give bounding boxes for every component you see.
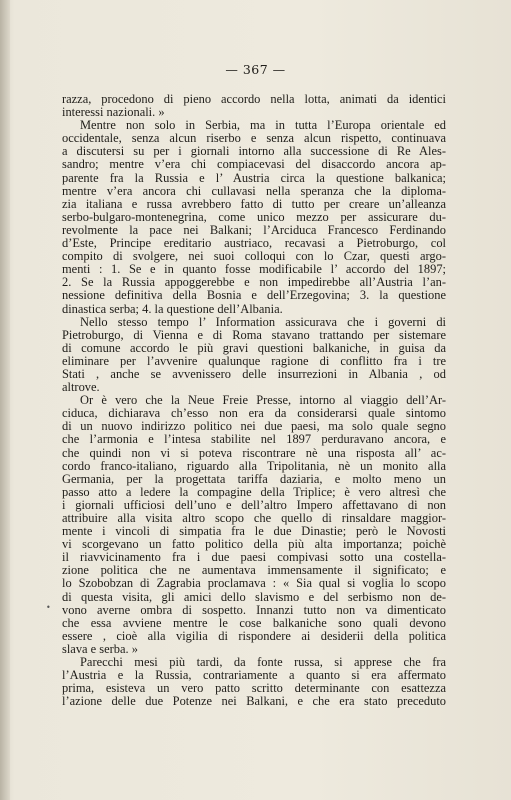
text-line: serbo-bulgaro-montenegrina, come unico mezzo per assicurare du- — [62, 209, 446, 224]
text-line: che quindi non vi si poteva riscontrare nè una risposta all’ ac- — [62, 445, 446, 460]
text-line: ciduca, dichiarava ch’esso non era da considerarsi quale sintomo — [62, 406, 446, 421]
body-text — [62, 93, 446, 708]
text-line: zione politica che ne aumentava immensamente il significato; e — [62, 563, 446, 578]
text-line: nessione definitiva della Bosnia e dell’Erzegovina; 3. la questione — [62, 288, 446, 303]
text-line: di comune accordo le più gravi questioni balkaniche, in guisa da — [62, 340, 446, 355]
text-line: che l’armonia e l’intesa stabilite nel 1897 perduravano ancora, e — [62, 432, 446, 447]
text-line: vi scorgevano un fatto politico della più alta importanza; poichè — [62, 537, 446, 552]
text-line: Or è vero che la Neue Freie Presse, intorno al viaggio dell’Ar- — [80, 393, 446, 408]
text-line: attribuire alla visita altro scopo che quello di rinsaldare maggior- — [62, 511, 446, 525]
text-line: lo Szobobzan di Zagrabia proclamava : « Sia qual si voglia lo scopo — [62, 576, 446, 591]
text-line: il riavvicinamento fra i due paesi compivasi sotto una costella- — [62, 550, 446, 565]
text-line: cordo franco-italiano, riguardo alla Tripolitania, nè un monito alla — [62, 458, 446, 473]
text-line: passo atto a ledere la compagine della Triplice; è vero altresì che — [62, 484, 446, 499]
text-line: eliminare per l’avvenire qualunque ragione di conflitto fra i tre — [62, 353, 446, 368]
page-number: — 367 — — [225, 62, 286, 77]
text-line: dinastica serba; 4. la questione dell’Albania. — [62, 301, 283, 316]
text-line: mente i vincoli di simpatia fra le due Dinastie; però le Novosti — [62, 524, 446, 539]
text-line: menti : 1. Se e in quanto fosse modificabile l’ accordo del 1897; — [62, 262, 446, 277]
text-line: i giornali ufficiosi dell’uno e dell’altro Impero affettavano di non — [62, 497, 446, 512]
text-line: sandro; mentre v’era chi compiacevasi del disaccordo ancora ap- — [62, 157, 446, 172]
text-line: Stati , anche se avvenissero delle insurrezioni in Albania , od — [62, 366, 446, 381]
text-line: parente fra la Russia e l’ Austria circa la questione balkanica; — [62, 170, 446, 185]
text-line: interessi nazionali. » — [62, 105, 165, 120]
text-line: Germania, per la progettata tariffa daziaria, e molto meno un — [62, 471, 446, 486]
text-line: essere , cioè alla vigilia di rispondere ai desiderii della politica — [62, 628, 446, 643]
text-line: vono averne ombra di sospetto. Innanzi tutto non va dimenticato — [62, 602, 446, 617]
text-line: altrove. — [62, 380, 100, 395]
text-line: Nello stesso tempo l’ Information assicurava che i governi di — [80, 314, 446, 329]
text-line: occidentale, senza alcun riserbo e senza alcun rispetto, continuava — [62, 131, 446, 146]
text-line: prima, esisteva un vero patto scritto determinante con esattezza — [62, 681, 446, 696]
text-line: Mentre non solo in Serbia, ma in tutta l’Europa orientale ed — [80, 118, 446, 133]
text-line: che essa avviene mentre le cose balkaniche sono quali devono — [62, 615, 446, 630]
text-line: 2. Se la Russia appoggerebbe e non impedirebbe all’Austria l’an- — [62, 275, 446, 290]
text-line: slava e serba. » — [62, 641, 138, 656]
text-line: revolmente la pace nei Balkani; l’Arciduca Francesco Ferdinando — [62, 222, 446, 237]
page-binding-shadow — [0, 0, 10, 800]
text-line: razza, procedono di pieno accordo nella lotta, animati da identici — [62, 92, 446, 106]
text-line: mentre v’era ancora chi cullavasi nella speranza che la diploma- — [62, 183, 446, 198]
text-line: zia italiana e russa avrebbero fatto di tutto per creare un’alleanza — [62, 196, 446, 211]
text-line: l’Austria e la Russia, contrariamente a quanto si era affermato — [62, 668, 446, 683]
margin-mark: • — [46, 603, 51, 612]
text-line: compito di svolgere, nei suoi colloqui con lo Czar, questi argo- — [62, 249, 446, 264]
text-line: Pietroburgo, di Vienna e di Roma stavano trattando per sistemare — [62, 327, 446, 342]
text-line: l’azione delle due Potenze nei Balkani, e che era stato preceduto — [62, 694, 446, 709]
text-line: Parecchi mesi più tardi, da fonte russa, si apprese che fra — [80, 655, 446, 670]
text-line: d’Este, Principe ereditario austriaco, recavasi a Pietroburgo, col — [62, 236, 446, 251]
text-line: di questa visita, gli amici dello slavismo e del serbismo non de- — [62, 589, 446, 604]
text-line: a discutersi su per i giornali intorno alla successione di Re Ales- — [62, 144, 446, 159]
text-line: di un nuovo indirizzo politico nei due paesi, ma solo quale segno — [62, 419, 446, 434]
